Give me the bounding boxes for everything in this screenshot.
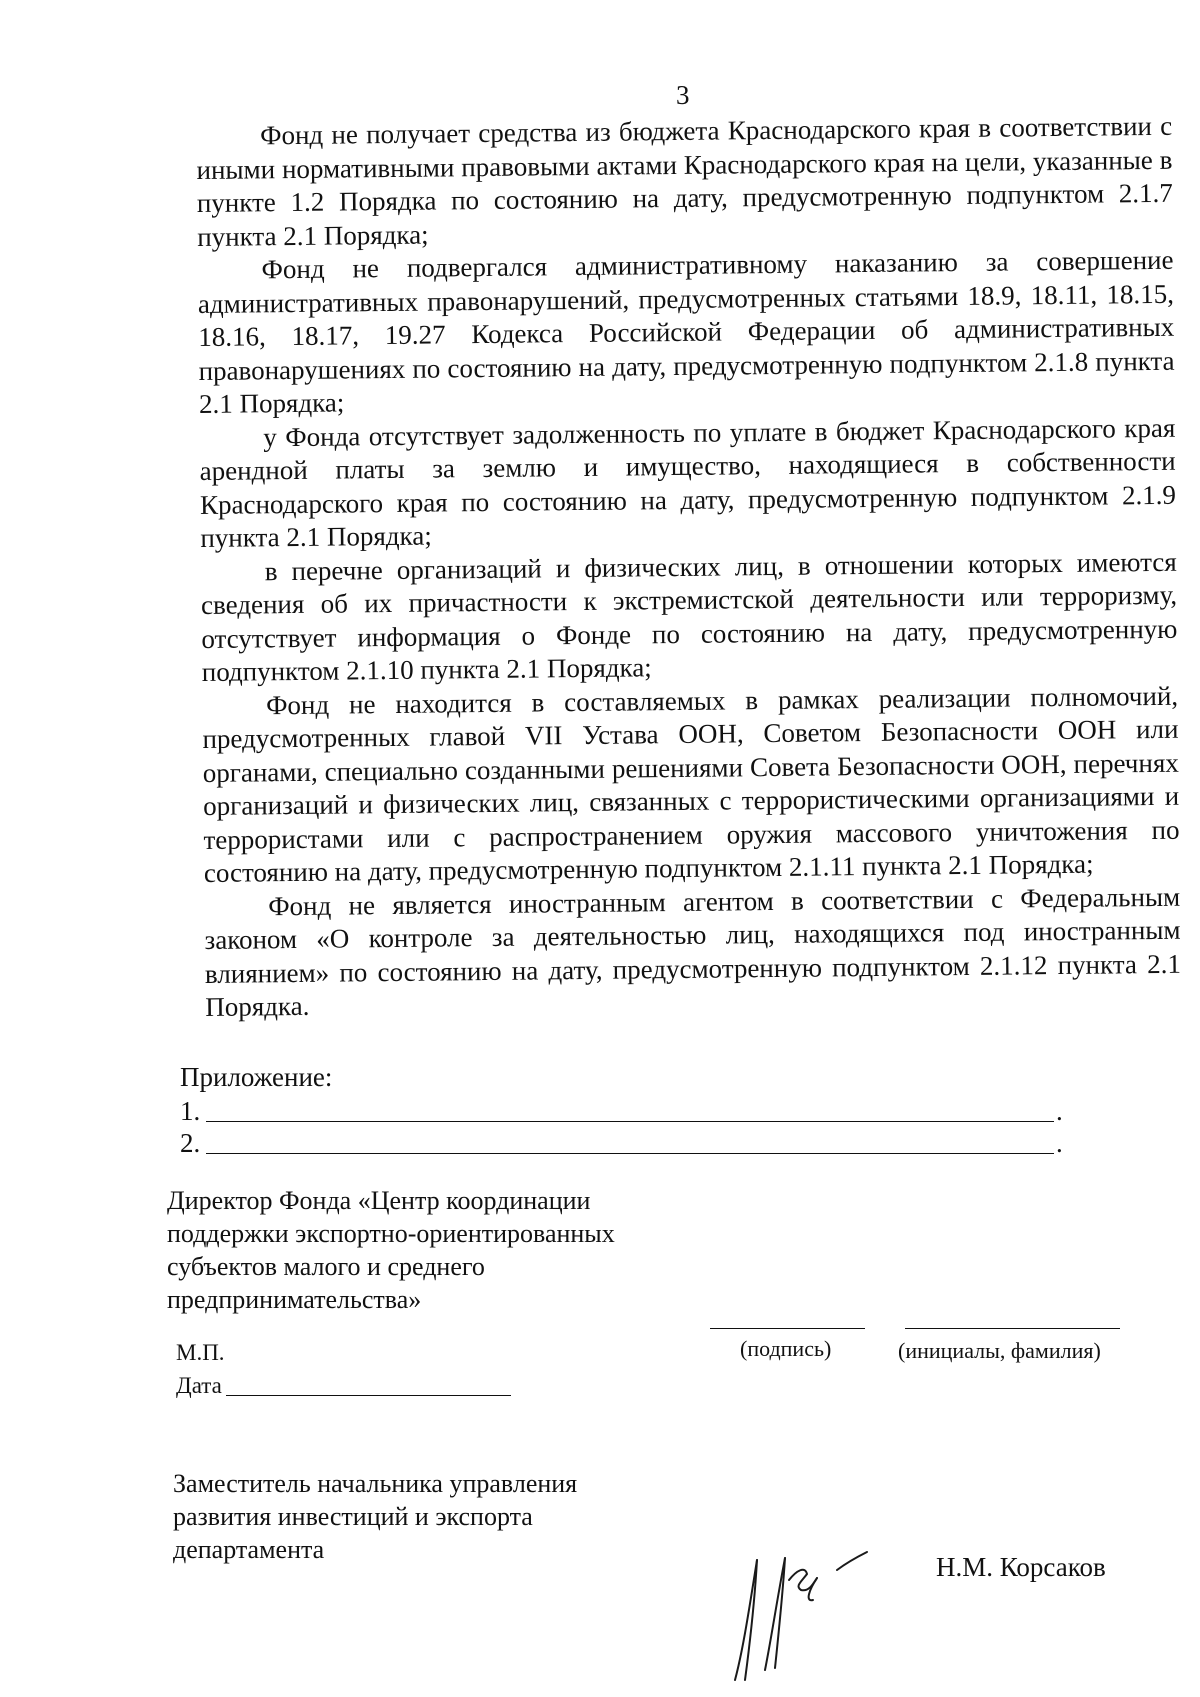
attachment-blank-line	[206, 1121, 1054, 1122]
attachments-title: Приложение:	[180, 1062, 333, 1092]
attachment-row	[180, 1096, 1080, 1128]
handwritten-signature	[705, 1540, 885, 1690]
attachment-number: 1.	[180, 1096, 201, 1126]
stamp-label: М.П.	[176, 1340, 225, 1365]
attachment-end-mark: .	[1056, 1128, 1063, 1158]
signature-line	[710, 1328, 865, 1329]
signature-caption: (подпись)	[740, 1336, 832, 1361]
paragraph: Фонд не является иностранным агентом в соответствии с Федеральным законом «О контроле за деятельностью лиц, находящихся под иностранным влиянием» по состоянию на дату, предусмотренную подпунктом 2.1.12 пункта 2.1 Порядка.	[204, 881, 1182, 1022]
deputy-title: Заместитель начальника управления развития инвестиций и экспорта департамента	[173, 1469, 578, 1564]
paragraph: Фонд не находится в составляемых в рамках реализации полномочий, предусмотренных главой VII Устава ООН, Советом Безопасности ООН или органами, специально созданными решениями Совета Безопасности ООН, перечнях организаций и физических лиц, связанных с террористическими организациями и террористами или с распространением оружия массового уничтожения по состоянию на дату, предусмотренную подпунктом 2.1.11 пункта 2.1 Порядка;	[202, 680, 1180, 888]
name-line	[905, 1328, 1120, 1329]
date-label: Дата	[176, 1373, 222, 1398]
stamp-block	[176, 1336, 511, 1402]
paragraph: у Фонда отсутствует задолженность по уплате в бюджет Краснодарского края арендной платы за землю и имущество, находящиеся в собственности Краснодарского края по состоянию на дату, предусмотренную подпунктом 2.1.9 пункта 2.1 Порядка;	[199, 412, 1177, 553]
attachment-number: 2.	[180, 1128, 201, 1158]
paragraph: в перечне организаций и физических лиц, в отношении которых имеются сведения об их причастности к экстремистской деятельности или терроризму, отсутствует информация о Фонде по состоянию на дату, предусмотренную подпунктом 2.1.10 пункта 2.1 Порядка;	[200, 546, 1178, 687]
attachment-row	[180, 1128, 1080, 1160]
signer-name: Н.М. Корсаков	[936, 1552, 1106, 1582]
name-caption: (инициалы, фамилия)	[898, 1338, 1101, 1363]
paragraph: Фонд не подвергался административному наказанию за совершение административных правонарушений, предусмотренных статьями 18.9, 18.11, 18.15, 18.16, 18.17, 19.27 Кодекса Российской Федерации об административных правонарушениях по состоянию на дату, предусмотренную подпунктом 2.1.8 пункта 2.1 Порядка;	[197, 244, 1175, 419]
page-number: 3	[676, 80, 690, 110]
body-text	[196, 110, 1181, 1025]
attachment-blank-line	[206, 1153, 1054, 1154]
attachment-end-mark: .	[1056, 1096, 1063, 1126]
date-blank-line	[226, 1395, 511, 1396]
paragraph: Фонд не получает средства из бюджета Краснодарского края в соответствии с иными нормативными правовыми актами Краснодарского края на цели, указанные в пункте 1.2 Порядка по состоянию на дату, предусмотренную подпунктом 2.1.7 пункта 2.1 Порядка;	[196, 110, 1173, 252]
date-row	[176, 1369, 511, 1402]
attachments-block	[180, 1061, 1080, 1160]
director-title: Директор Фонда «Центр координации поддержки экспортно-ориентированных субъектов малого и среднего предпринимательства»	[167, 1186, 615, 1314]
